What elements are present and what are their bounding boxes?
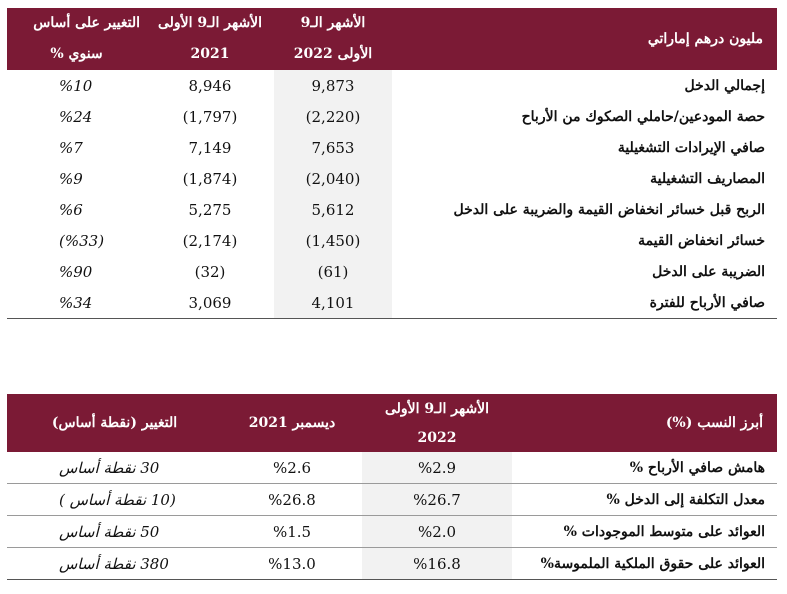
table-row [7, 452, 777, 484]
bps-change: 380 نقطة أساس [7, 548, 222, 580]
table-row [7, 70, 777, 101]
value-2022: (2,040) [274, 163, 392, 194]
value-2021: %13.0 [222, 548, 362, 580]
row-label: المصاريف التشغيلية [650, 170, 765, 187]
value-2022: (2,220) [274, 101, 392, 132]
table1-header-row-1 [7, 8, 777, 38]
table-row [7, 287, 777, 319]
value-2021: (2,174) [182, 231, 238, 250]
table2-label-header: أبرز النسب (%) [665, 415, 763, 431]
table-row [7, 548, 777, 580]
yoy-change: %9 [59, 169, 83, 188]
table-row [7, 225, 777, 256]
bps-change: 30 نقطة أساس [7, 452, 222, 484]
table1-label-header: مليون درهم إماراتي [647, 31, 763, 47]
row-label: هامش صافي الأرباح % [512, 452, 777, 484]
value-2021: %2.6 [222, 452, 362, 484]
table2-col-2022-header-line1: الأشهر الـ9 الأولى [384, 401, 490, 417]
yoy-change: (%33) [59, 231, 105, 250]
table2-col-2021-header: ديسمبر 2021 [248, 415, 336, 431]
yoy-change: %34 [7, 287, 146, 319]
bps-change: (10 نقطة أساس ) [7, 484, 222, 516]
value-2021: %1.5 [222, 516, 362, 548]
yoy-change: %7 [59, 138, 83, 157]
value-2021: (1,874) [182, 169, 238, 188]
table1-change-header-line1: التغيير على أساس [33, 15, 140, 31]
value-2022: 4,101 [274, 287, 392, 319]
value-2022: 5,612 [274, 194, 392, 225]
table-row [7, 101, 777, 132]
value-2022: (61) [274, 256, 392, 287]
value-2021: 8,946 [188, 76, 232, 95]
value-2022: %2.9 [362, 452, 512, 484]
table2-col-2022-header-line2: 2022 [417, 430, 457, 446]
value-2021: 7,149 [188, 138, 232, 157]
table2-header-row-1 [7, 394, 777, 424]
table-row [7, 484, 777, 516]
table-row [7, 132, 777, 163]
row-label: صافي الإيرادات التشغيلية [617, 139, 765, 156]
table1-col-2022-header-line1: الأشهر الـ9 [300, 15, 366, 31]
row-label: خسائر انخفاض القيمة [638, 232, 765, 249]
value-2021: 3,069 [146, 287, 274, 319]
value-2022: (1,450) [274, 225, 392, 256]
value-2021: (32) [194, 262, 226, 281]
table1-col-2022-header-line2: الأولى 2022 [293, 46, 373, 62]
table1-col-2021-header-line1: الأشهر الـ9 الأولى [157, 15, 263, 31]
value-2021: %26.8 [222, 484, 362, 516]
yoy-change: %90 [59, 262, 93, 281]
value-2022: %26.7 [362, 484, 512, 516]
value-2022: %16.8 [362, 548, 512, 580]
table-row [7, 256, 777, 287]
row-label: العوائد على حقوق الملكية الملموسة% [512, 548, 777, 580]
row-label: الربح قبل خسائر انخفاض القيمة والضريبة على الدخل [453, 201, 765, 218]
table1-col-2021-header-line2: 2021 [190, 46, 230, 62]
row-label: العوائد على متوسط الموجودات % [512, 516, 777, 548]
row-label: معدل التكلفة إلى الدخل % [512, 484, 777, 516]
row-label: حصة المودعين/حاملي الصكوك من الأرباح [521, 108, 765, 125]
row-label: الضريبة على الدخل [652, 263, 765, 280]
yoy-change: %6 [59, 200, 83, 219]
yoy-change: %24 [59, 107, 93, 126]
key-ratios-table [7, 394, 777, 580]
table2-change-header: التغيير (نقطة أساس) [51, 415, 178, 431]
value-2021: (1,797) [182, 107, 238, 126]
income-summary-table [7, 8, 777, 319]
row-label: إجمالي الدخل [684, 77, 765, 94]
yoy-change: %10 [59, 76, 93, 95]
value-2021: 5,275 [188, 200, 232, 219]
table-row [7, 163, 777, 194]
table-row [7, 194, 777, 225]
value-2022: %2.0 [362, 516, 512, 548]
value-2022: 7,653 [274, 132, 392, 163]
value-2022: 9,873 [274, 70, 392, 101]
row-label: صافي الأرباح للفترة [392, 287, 777, 319]
bps-change: 50 نقطة أساس [7, 516, 222, 548]
table-row [7, 516, 777, 548]
table1-change-header-line2: سنوي % [50, 46, 103, 62]
